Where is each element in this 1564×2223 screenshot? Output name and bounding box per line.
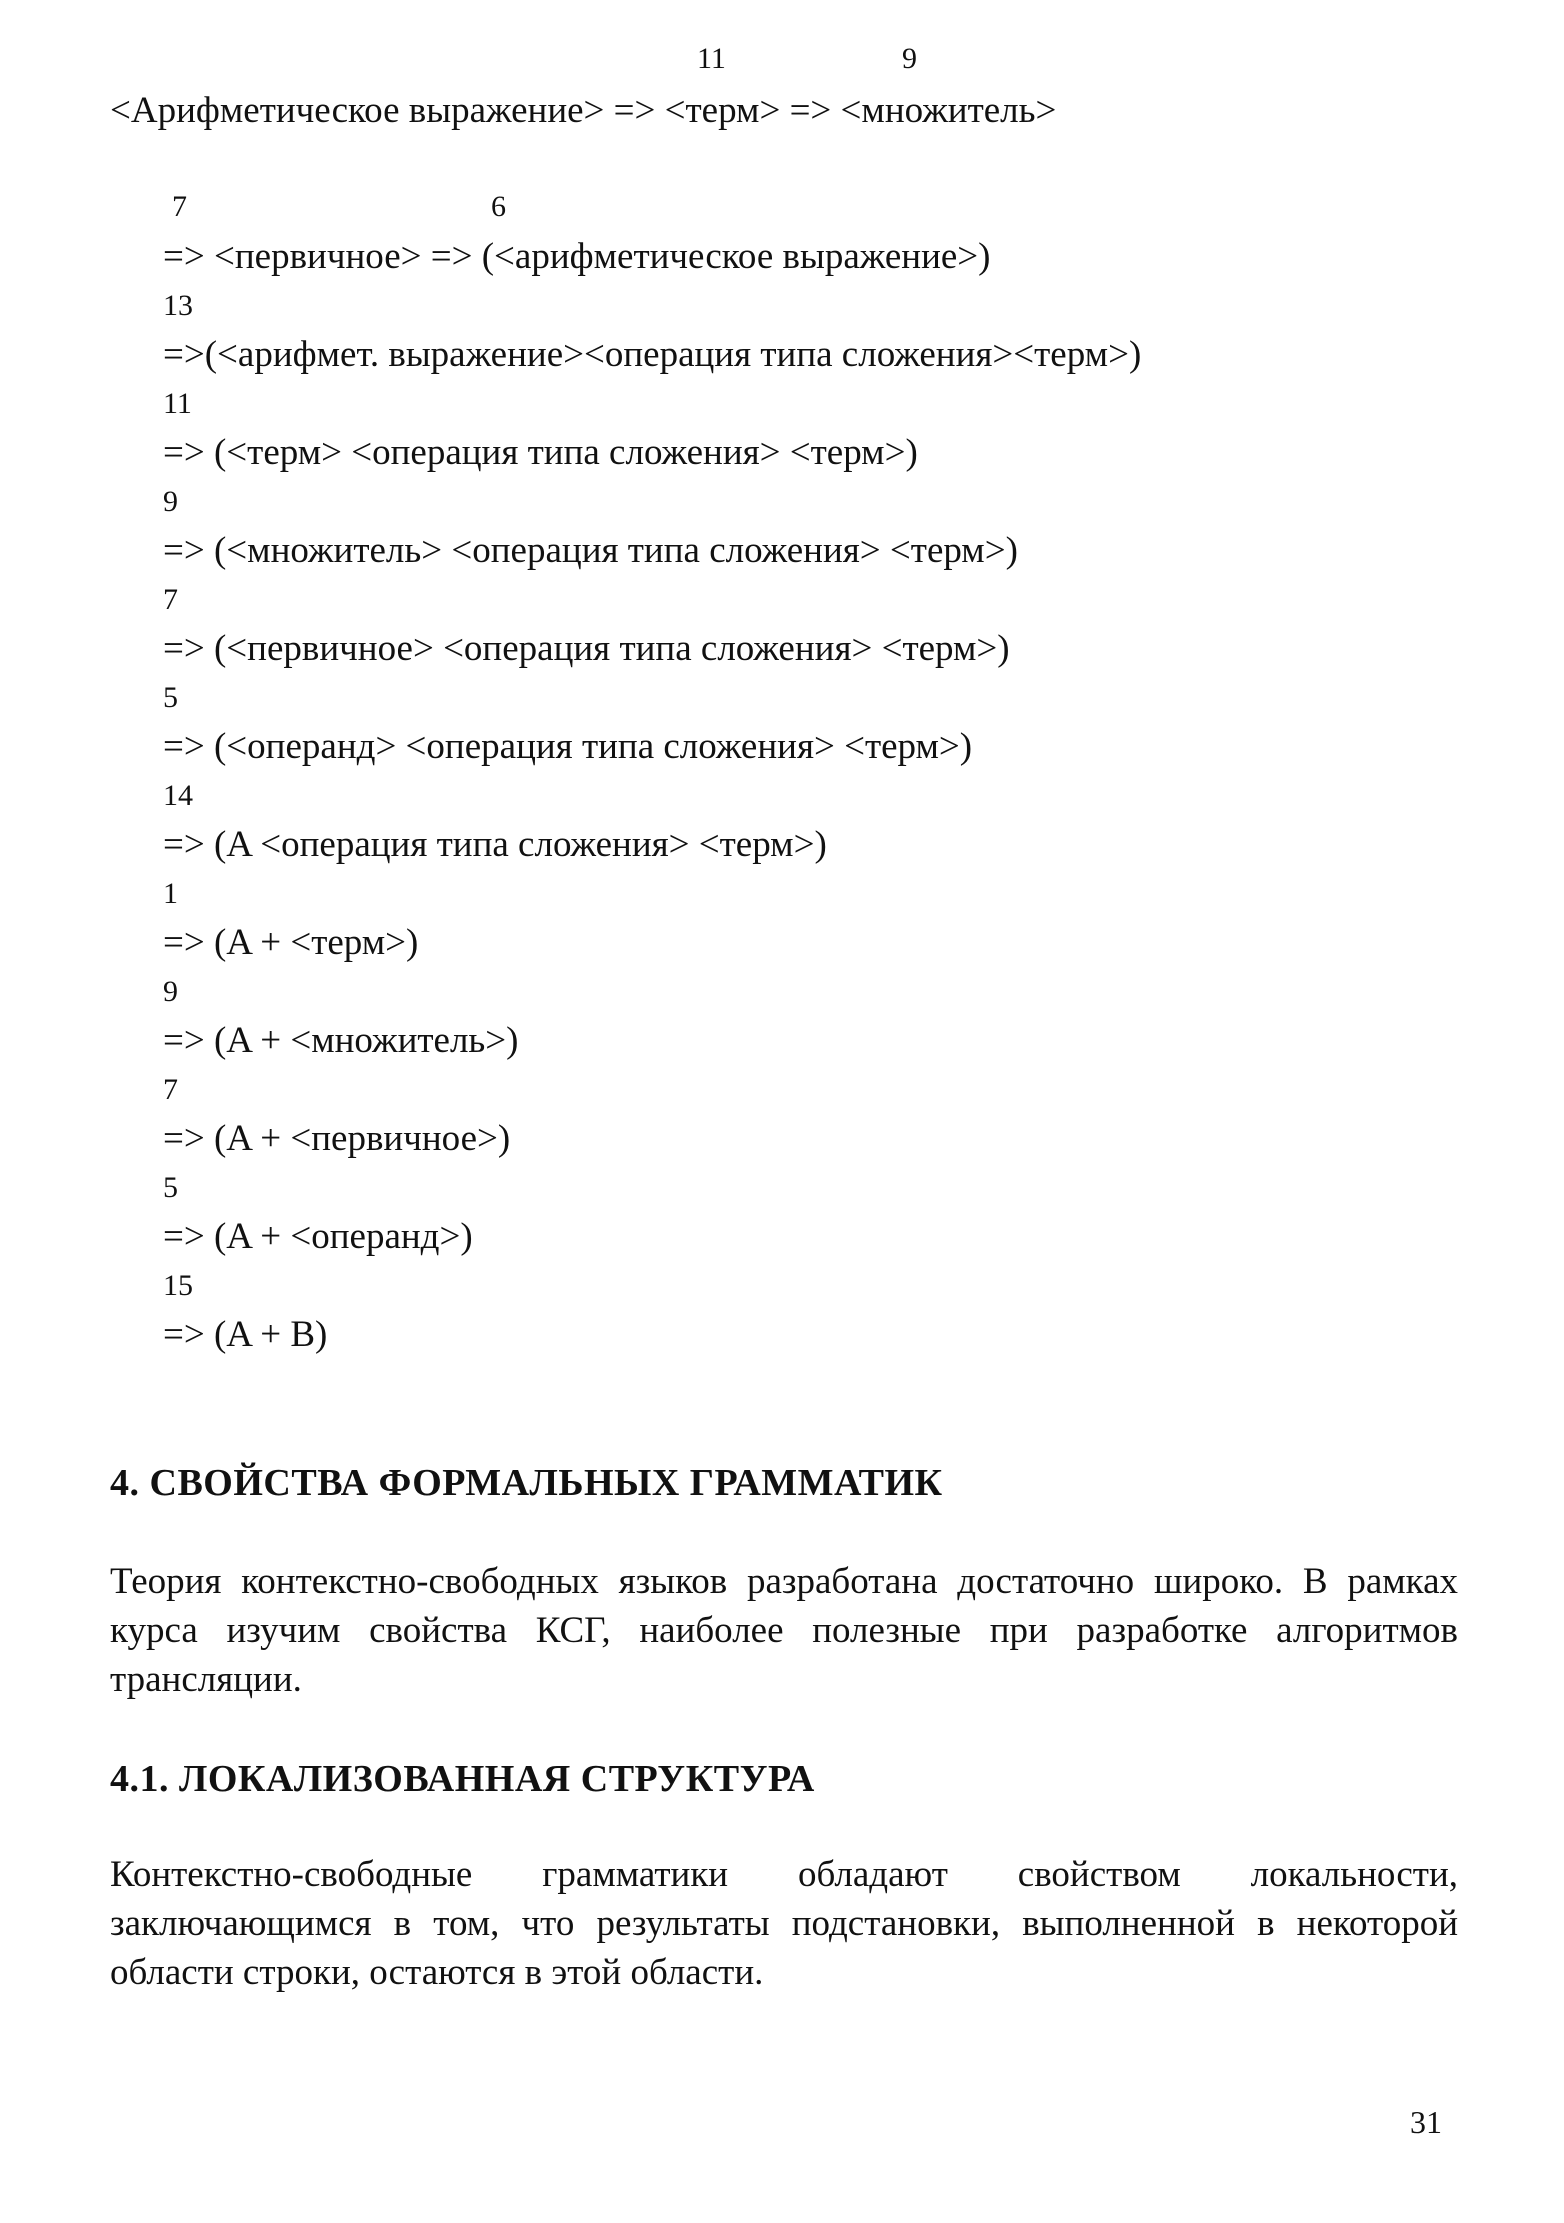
step-number: 7 [172, 190, 187, 223]
step-number: 9 [902, 42, 917, 75]
derivation-line: => (<множитель> <операция типа сложения> <терм>) [163, 530, 1018, 571]
section-paragraph: Теория контекстно-свободных языков разработана достаточно широко. В рамках курса изучим свойства КСГ, наиболее полезные при разработке алгоритмов трансляции. [110, 1561, 1458, 1700]
derivation-line: => <первичное> => (<арифметическое выражение>) [163, 236, 991, 277]
step-number: 6 [491, 190, 506, 223]
step-number: 13 [163, 289, 193, 322]
step-number: 14 [163, 779, 193, 812]
step-number: 11 [697, 42, 726, 75]
step-number: 15 [163, 1269, 193, 1302]
step-number: 5 [163, 681, 178, 714]
step-number: 9 [163, 975, 178, 1008]
page-number: 31 [1410, 2104, 1442, 2140]
step-number: 11 [163, 387, 192, 420]
derivation-line: => (<операнд> <операция типа сложения> <терм>) [163, 726, 973, 767]
subsection-paragraph: Контекстно-свободные грамматики обладают свойством локальности, заключающимся в том, что результаты подстановки, выполненной в некоторой области строки, остаются в этой области. [110, 1854, 1458, 1993]
step-number: 7 [163, 1073, 178, 1106]
section-heading: 4. СВОЙСТВА ФОРМАЛЬНЫХ ГРАММАТИК [110, 1462, 943, 1504]
step-number: 5 [163, 1171, 178, 1204]
step-number: 1 [163, 877, 178, 910]
derivation-line: => (A + <терм>) [163, 922, 419, 963]
subsection-heading: 4.1. ЛОКАЛИЗОВАННАЯ СТРУКТУРА [110, 1758, 815, 1800]
derivation-line: => (A + <первичное>) [163, 1118, 511, 1159]
derivation-line: => (A <операция типа сложения> <терм>) [163, 824, 827, 865]
derivation-line: <Арифметическое выражение> => <терм> => <множитель> [110, 90, 1057, 131]
derivation-line: => (A + <операнд>) [163, 1216, 473, 1257]
derivation-line: =>(<арифмет. выражение><операция типа сложения><терм>) [163, 334, 1142, 375]
step-number: 9 [163, 485, 178, 518]
step-number: 7 [163, 583, 178, 616]
derivation-line: => (A + B) [163, 1314, 328, 1355]
derivation-line: => (<первичное> <операция типа сложения> <терм>) [163, 628, 1010, 669]
derivation-line: => (A + <множитель>) [163, 1020, 519, 1061]
derivation-line: => (<терм> <операция типа сложения> <терм>) [163, 432, 918, 473]
